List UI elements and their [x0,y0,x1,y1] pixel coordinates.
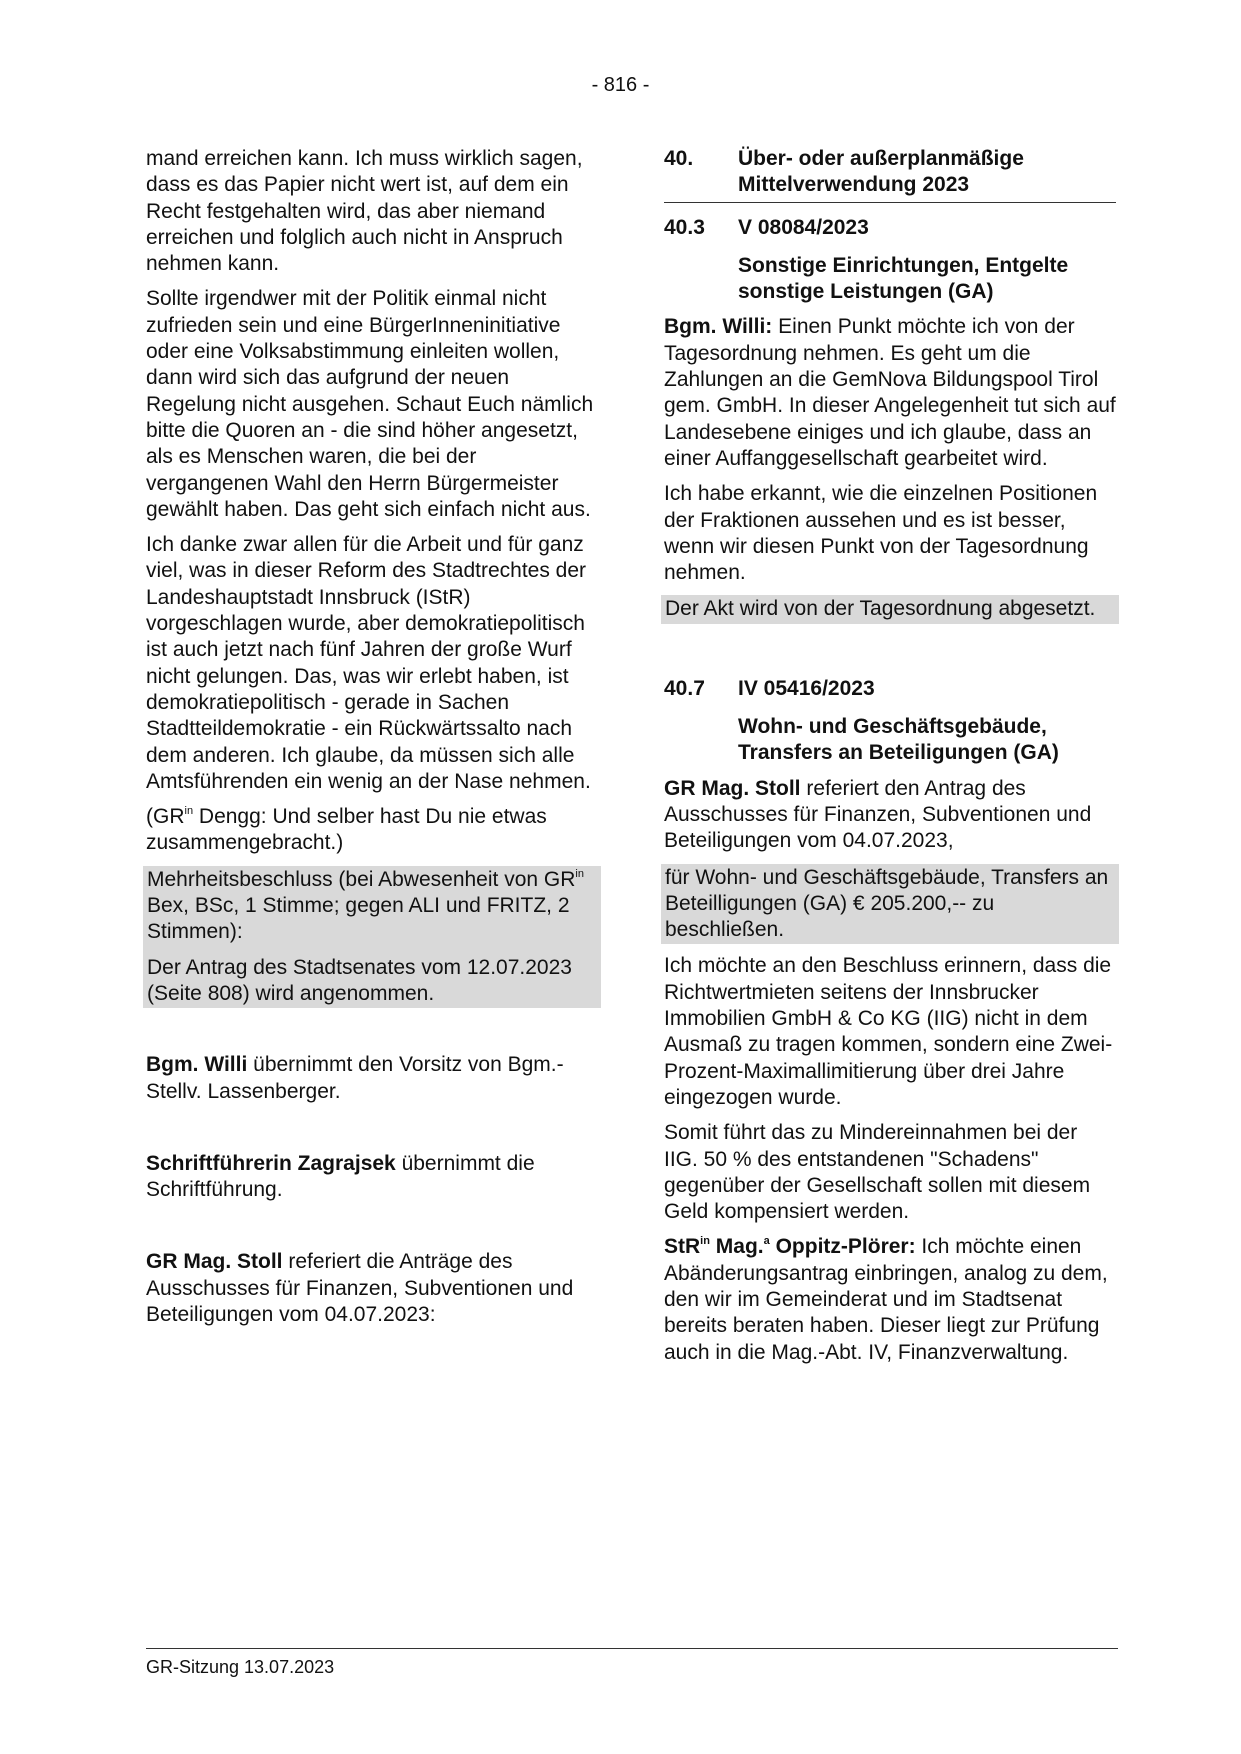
paragraph: Ich möchte an den Beschluss erinnern, dass die Richtwertmieten seitens der Innsbrucker Immobilien GmbH & Co KG (IIG) nicht in dem Ausmaß zu tragen kommen, sondern eine Zwei-Prozent-Maximallimitierung über drei Jahre eingezogen wurde. [664,954,1113,1109]
paragraph: StR$^{in}$ Mag.$^a$ Oppitz-Plörer: Ich möchte einen Abänderungsantrag einbringen, analog zu dem, den wir im Gemeinderat und im Stadtsenat bereits beraten haben. Dieser liegt zur Prüfung auch in die Mag.-Abt. IV, Finanzverwaltung. [664,1235,1108,1364]
footer-session-date: GR-Sitzung 13.07.2023 [146,1657,335,1677]
item-title-40-3: Sonstige Einrichtungen, Entgelte sonstige Leistungen (GA) [738,253,1069,304]
motion-text: für Wohn- und Geschäftsgebäude, Transfers an Beteilligungen (GA) € 205.200,-- zu beschließen. [665,865,1109,942]
decision-box [143,866,601,1008]
paragraph: Ich habe erkannt, wie die einzelnen Positionen der Fraktionen aussehen und es ist besser, wenn wir diesen Punkt von der Tagesordnung nehmen. [664,482,1098,585]
result-text: Der Akt wird von der Tagesordnung abgesetzt. [665,597,1096,621]
interjection: ($GR^{in}$ Dengg: Und selber hast Du nie etwas zusammengebracht.) [146,805,547,855]
report-intro: GR Mag. Stoll referiert die Anträge des Ausschusses für Finanzen, Subventionen und Beteiligungen vom 04.07.2023: [146,1250,574,1326]
secretary-change: Schriftführerin Zagrajsek übernimmt die Schriftführung. [146,1151,535,1202]
section-heading: 40. Über- oder außerplanmäßige Mittelverwendung 2023 [664,147,1024,197]
section-rule [664,202,1116,203]
item-heading-40-7: 40.7 IV 05416/2023 [664,676,875,700]
result-box [661,595,1119,623]
item-heading-40-3: 40.3 V 08084/2023 [664,215,869,239]
right-column [664,146,1116,1375]
paragraph: Ich danke zwar allen für die Arbeit und für ganz viel, was in dieser Reform des Stadtrechtes der Landeshauptstadt Innsbruck (IStR) vorgeschlagen wurde, aber demokratiepolitisch ist auch jetzt nach fünf Jahren der große Wurf nicht gelungen. Das, was wir erlebt haben, ist demokratiepolitisch - gerade in Sachen Stadtteildemokratie - ein Rückwärtssalto nach dem anderen. Ich glaube, da müssen sich alle Amtsführenden ein wenig an der Nase nehmen. [146,533,591,793]
paragraph: Somit führt das zu Mindereinnahmen bei der IIG. 50 % des entstandenen "Schadens" gegenüber der Gesellschaft sollen mit diesem Geld kompensiert werden. [664,1121,1091,1224]
paragraph: Sollte irgendwer mit der Politik einmal nicht zufrieden sein und eine BürgerInneninitiative oder eine Volksabstimmung einleiten wollen, dann wird sich das aufgrund der neuen Regelung nicht ausgehen. Schaut Euch nämlich bitte die Quoren an - die sind höher angesetzt, als es Menschen waren, die bei der vergangenen Wahl den Herrn Bürgermeister gewählt haben. Das geht sich einfach nicht aus. [146,287,594,521]
left-column [146,146,598,1337]
paragraph: Bgm. Willi: Einen Punkt möchte ich von der Tagesordnung nehmen. Es geht um die Zahlungen an die GemNova Bildungspool Tirol gem. GmbH. In dieser Angelegenheit tut sich auf Landesebene einiges und ich glaube, dass an einer Auffanggesellschaft gearbeitet wird. [664,315,1116,470]
decision-result: Der Antrag des Stadtsenates vom 12.07.2023 (Seite 808) wird angenommen. [147,955,572,1005]
item-title-40-7: Wohn- und Geschäftsgebäude, Transfers an Beteiligungen (GA) [738,715,1059,765]
paragraph: mand erreichen kann. Ich muss wirklich sagen, dass es das Papier nicht wert ist, auf dem ein Recht festgehalten wird, das aber niemand erreichen und folglich auch nicht in Anspruch nehmen kann. [146,147,583,276]
motion-box [661,864,1119,945]
paragraph: GR Mag. Stoll referiert den Antrag des Ausschusses für Finanzen, Subventionen und Beteiligungen vom 04.07.2023, [664,776,1092,853]
footer-rule [146,1648,1118,1649]
decision-vote: Mehrheitsbeschluss (bei Abwesenheit von $GR^{in}$ Bex, BSc, 1 Stimme; gegen ALI und FRITZ, 2 Stimmen): [147,867,584,944]
page-number: - 816 - [591,74,650,96]
chair-change: Bgm. Willi übernimmt den Vorsitz von Bgm.-Stellv. Lassenberger. [146,1053,564,1103]
